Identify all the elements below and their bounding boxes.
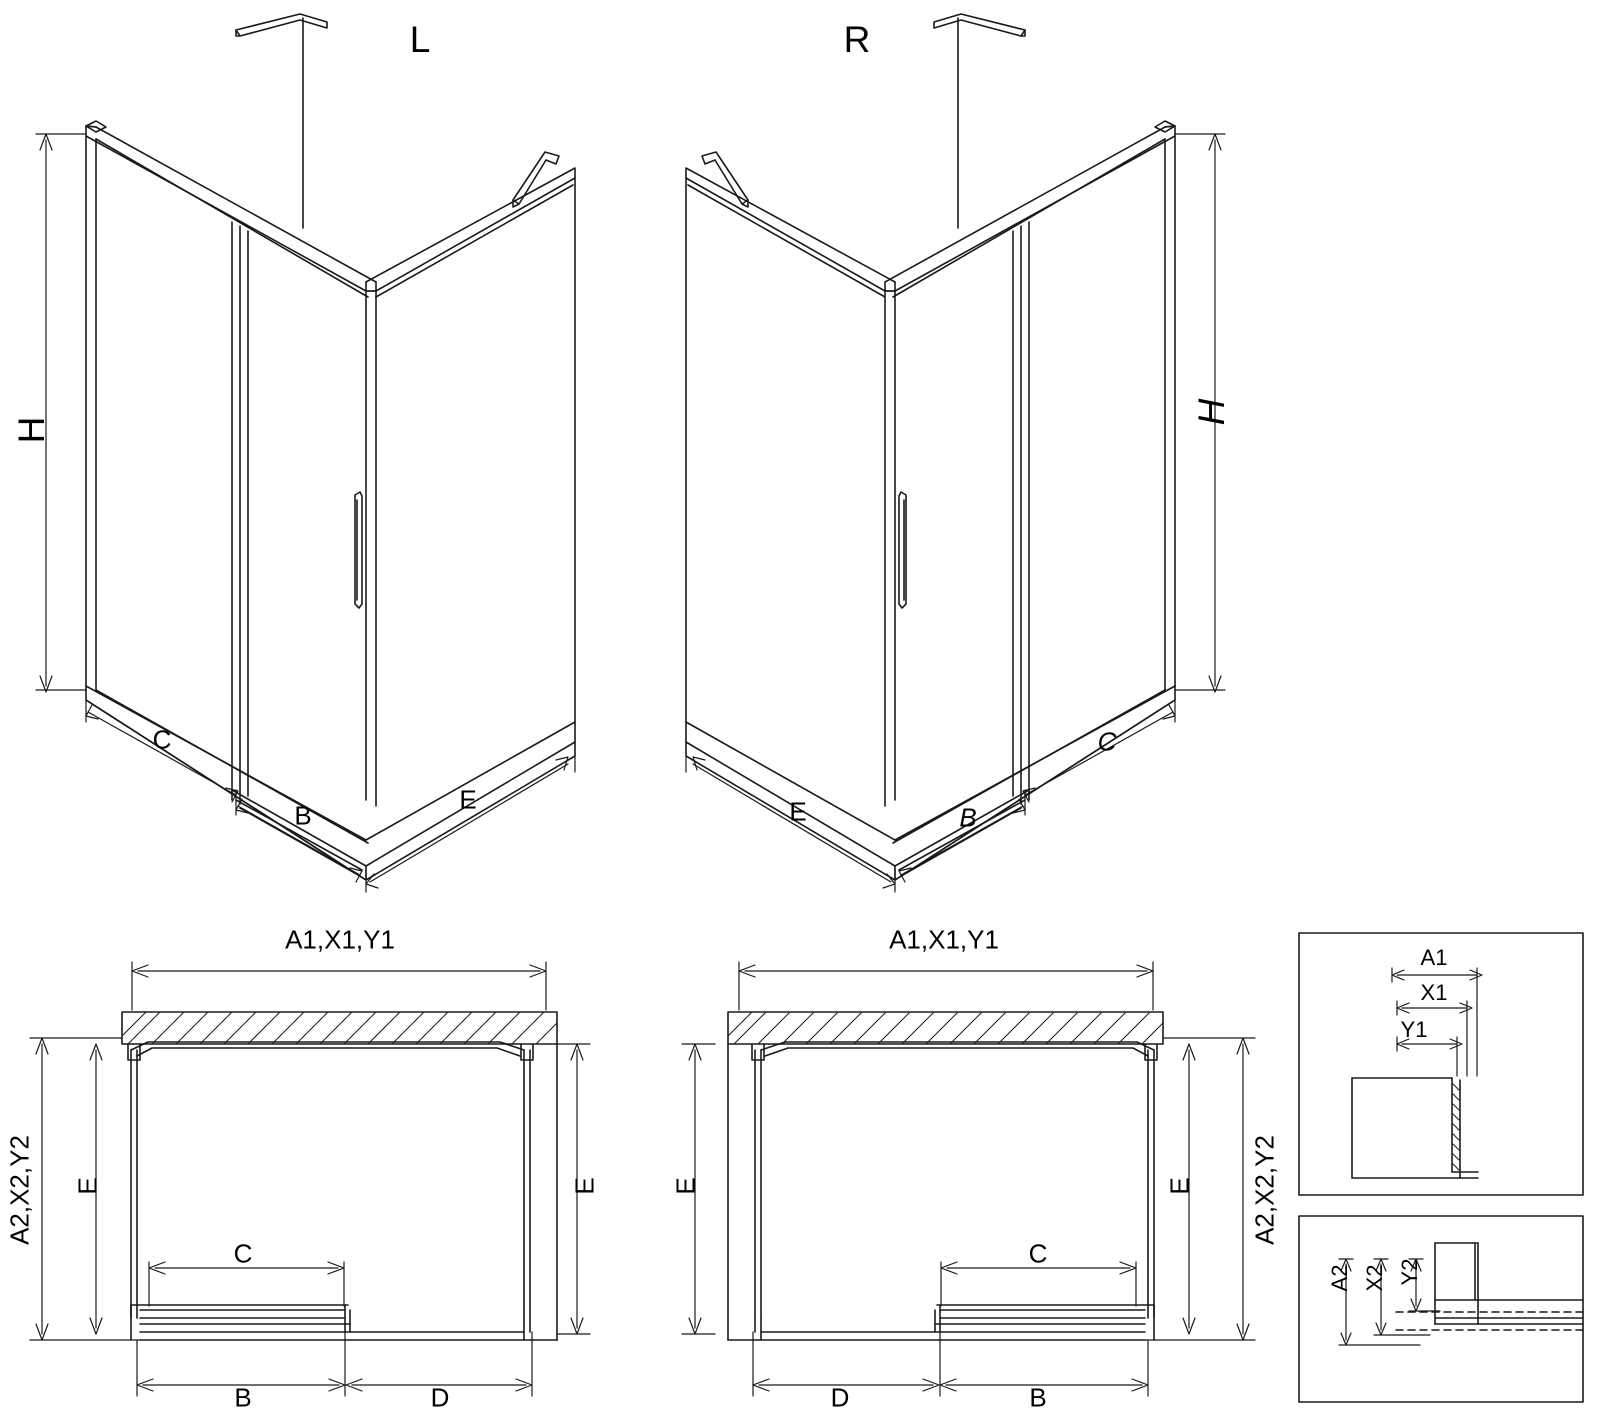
plan-left-dim-label-A2X2Y2: A2,X2,Y2 bbox=[4, 1135, 35, 1245]
iso-right-dim-label-H: H bbox=[1191, 398, 1232, 426]
plan-left-dim-label-C: C bbox=[233, 1238, 253, 1269]
iso-right-dim-label-C: C bbox=[1097, 726, 1117, 757]
plan-right-dim-label-E-left: E bbox=[670, 1177, 701, 1195]
iso-left-dim-label-C: C bbox=[152, 724, 172, 755]
detail-bottom-dim-label-Y2: Y2 bbox=[1397, 1258, 1422, 1286]
detail-bottom-dimensions bbox=[1339, 1259, 1440, 1345]
detail-top-dim-label-X1: X1 bbox=[1420, 980, 1448, 1005]
plan-right-dim-label-D: D bbox=[830, 1382, 850, 1413]
plan-left-dim-label-E-right: E bbox=[569, 1177, 600, 1195]
iso-right-dim-label-B: B bbox=[959, 802, 977, 833]
iso-left-dim-label-H: H bbox=[11, 416, 52, 444]
iso-left-handing-label: L bbox=[409, 19, 431, 60]
plan-right-dim-label-E-right: E bbox=[1164, 1177, 1195, 1195]
detail-bottom-geometry bbox=[1299, 1216, 1583, 1402]
plan-left-dim-label-E-left: E bbox=[72, 1177, 103, 1195]
plan-left-dimensions bbox=[30, 962, 590, 1396]
detail-top-dim-label-A1: A1 bbox=[1420, 945, 1448, 970]
detail-top-dim-label-Y1: Y1 bbox=[1400, 1017, 1428, 1042]
detail-bottom-dim-label-A2: A2 bbox=[1327, 1264, 1352, 1292]
detail-bottom-dim-label-X2: X2 bbox=[1362, 1264, 1387, 1292]
iso-left-dim-label-B: B bbox=[294, 800, 312, 831]
plan-right-geometry bbox=[728, 1012, 1163, 1340]
iso-left-dim-H bbox=[36, 134, 86, 692]
plan-right-dim-label-A1X1Y1: A1,X1,Y1 bbox=[889, 924, 999, 955]
detail-top-geometry bbox=[1299, 933, 1583, 1195]
iso-right-handing-label: R bbox=[843, 19, 871, 60]
iso-left-dim-label-E: E bbox=[459, 784, 477, 815]
plan-right-dim-label-A2X2Y2: A2,X2,Y2 bbox=[1249, 1135, 1280, 1245]
plan-left-dim-label-D: D bbox=[430, 1382, 450, 1413]
plan-right-dim-label-B: B bbox=[1029, 1382, 1047, 1413]
iso-right-dim-label-E: E bbox=[789, 796, 807, 827]
plan-right-dim-label-C: C bbox=[1028, 1238, 1048, 1269]
plan-left-geometry bbox=[122, 1012, 557, 1340]
plan-left-dim-label-A1X1Y1: A1,X1,Y1 bbox=[285, 924, 395, 955]
plan-left-dim-label-B: B bbox=[234, 1382, 252, 1413]
